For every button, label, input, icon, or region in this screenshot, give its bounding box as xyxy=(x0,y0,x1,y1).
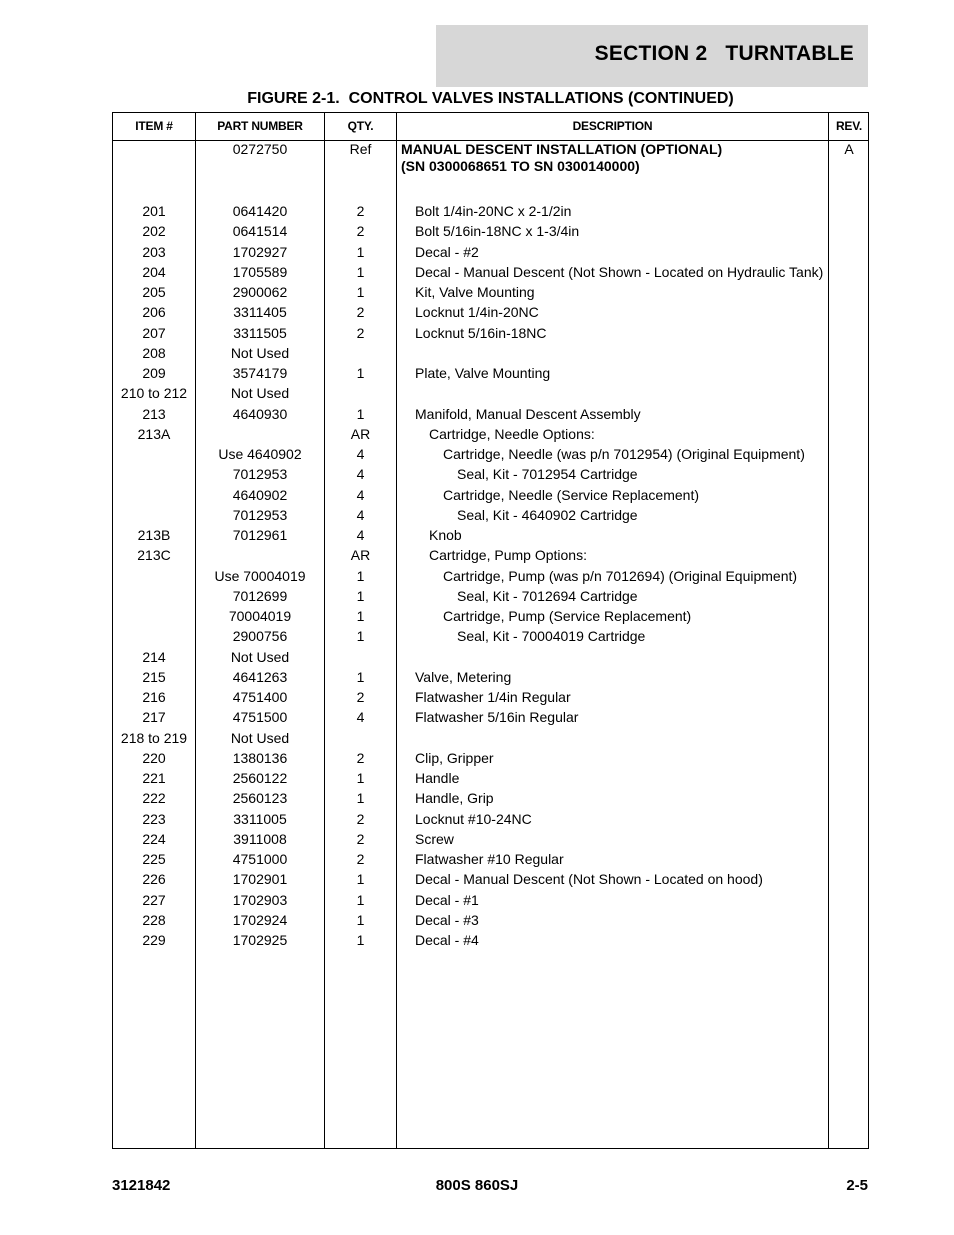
item-cell: 221 xyxy=(142,770,166,786)
item-cell: 215 xyxy=(142,668,166,685)
description-cell: Locknut 5/16in-18NC xyxy=(415,324,547,341)
qty-cell: 1 xyxy=(356,891,365,908)
description-cell: Cartridge, Pump Options: xyxy=(429,547,587,564)
qty-cell: AR xyxy=(350,547,371,564)
table-row xyxy=(113,667,868,687)
table-row xyxy=(113,525,868,545)
footer-manual-number: 3121842 xyxy=(112,1177,171,1194)
item-cell: 202 xyxy=(142,223,166,240)
description-cell: Decal - #3 xyxy=(415,911,479,928)
assembly-qty: Ref xyxy=(349,141,372,157)
qty-cell: 4 xyxy=(356,486,365,503)
part-number-cell: 2560123 xyxy=(232,790,288,807)
table-row xyxy=(113,586,868,606)
description-cell: Cartridge, Pump (was p/n 7012694) (Original Equipment) xyxy=(443,567,798,584)
table-row xyxy=(113,282,868,302)
table-body xyxy=(113,141,868,950)
qty-cell: 4 xyxy=(356,709,365,726)
qty-cell: 4 xyxy=(356,527,365,543)
table-row xyxy=(113,201,868,221)
table-row xyxy=(113,626,868,646)
description-cell: Seal, Kit - 7012954 Cartridge xyxy=(457,466,638,483)
table-row xyxy=(113,464,868,484)
item-cell: 224 xyxy=(142,830,166,847)
item-cell: 213 xyxy=(142,405,166,422)
description-cell: Kit, Valve Mounting xyxy=(415,284,535,300)
table-row xyxy=(113,910,868,930)
part-number-cell: Not Used xyxy=(230,648,290,665)
table-row xyxy=(113,242,868,262)
qty-cell: 1 xyxy=(356,790,365,807)
part-number-cell: 0641514 xyxy=(232,223,288,240)
item-cell: 217 xyxy=(142,709,166,726)
part-number-cell: 3311405 xyxy=(233,304,287,321)
description-cell: Cartridge, Pump (Service Replacement) xyxy=(443,608,692,624)
item-cell: 210 to 212 xyxy=(120,385,188,402)
table-row xyxy=(113,788,868,808)
table-row xyxy=(113,849,868,869)
part-number-cell: 4640930 xyxy=(232,405,288,422)
table-row xyxy=(113,809,868,829)
footer-model: 800S 860SJ xyxy=(435,1177,519,1194)
part-number-cell: Not Used xyxy=(230,385,290,402)
part-number-cell: 7012953 xyxy=(232,506,288,523)
item-cell: 213A xyxy=(137,425,171,442)
qty-cell: 4 xyxy=(356,466,365,483)
part-number-cell: 4641263 xyxy=(232,668,288,685)
item-cell: 222 xyxy=(142,790,166,807)
part-number-cell: 1702903 xyxy=(232,891,288,908)
description-cell: Decal - Manual Descent (Not Shown - Located on Hydraulic Tank) xyxy=(415,263,824,280)
item-cell: 225 xyxy=(142,851,166,867)
description-cell: Decal - #4 xyxy=(415,932,479,948)
part-number-cell: Use 4640902 xyxy=(218,446,302,462)
table-row xyxy=(113,383,868,403)
qty-cell: 1 xyxy=(356,243,365,260)
qty-cell: 1 xyxy=(356,263,365,280)
qty-cell: 2 xyxy=(356,830,365,847)
part-number-cell: 3311505 xyxy=(233,324,287,341)
part-number-cell: 2900062 xyxy=(232,284,288,300)
part-number-cell: 1702901 xyxy=(232,871,288,888)
table-row xyxy=(113,647,868,667)
part-number-cell: 7012699 xyxy=(232,587,288,604)
table-row xyxy=(113,323,868,343)
table-row xyxy=(113,748,868,768)
part-number-cell: 3311005 xyxy=(233,810,287,827)
part-number-cell: 4751000 xyxy=(232,851,288,867)
part-number-cell: Not Used xyxy=(230,729,290,746)
item-cell: 209 xyxy=(142,365,166,381)
item-cell: 205 xyxy=(142,284,166,300)
description-cell: Handle, Grip xyxy=(415,790,494,807)
table-row xyxy=(113,221,868,241)
description-cell: Flatwasher 1/4in Regular xyxy=(415,689,571,705)
table-row xyxy=(113,262,868,282)
part-number-cell: 1702925 xyxy=(232,932,288,948)
part-number-cell: 70004019 xyxy=(228,608,292,624)
description-cell: Seal, Kit - 7012694 Cartridge xyxy=(457,587,638,604)
table-row xyxy=(113,768,868,788)
table-row xyxy=(113,404,868,424)
description-cell: Cartridge, Needle (Service Replacement) xyxy=(443,486,699,503)
table-row xyxy=(113,444,868,464)
parts-table xyxy=(112,112,869,1149)
description-cell: Decal - Manual Descent (Not Shown - Located on hood) xyxy=(415,871,763,888)
part-number-cell: 0641420 xyxy=(232,203,288,219)
part-number-cell: 2900756 xyxy=(232,628,288,645)
part-number-cell: 7012961 xyxy=(232,527,288,543)
qty-cell: 1 xyxy=(356,932,365,948)
column-header-part-number: PART NUMBER xyxy=(217,119,303,133)
qty-cell: 2 xyxy=(356,304,365,321)
qty-cell: 2 xyxy=(356,810,365,827)
table-row xyxy=(113,829,868,849)
table-row xyxy=(113,302,868,322)
item-cell: 228 xyxy=(142,911,166,928)
qty-cell: 2 xyxy=(356,324,365,341)
table-row xyxy=(113,707,868,727)
part-number-cell: Use 70004019 xyxy=(214,567,306,584)
description-cell: Flatwasher 5/16in Regular xyxy=(415,709,579,726)
column-header-qty: QTY. xyxy=(347,119,374,133)
assembly-description: MANUAL DESCENT INSTALLATION (OPTIONAL) (SN 0300068651 TO SN 0300140000) xyxy=(401,141,723,174)
section-title: SECTION 2 TURNTABLE xyxy=(594,42,854,65)
description-cell: Cartridge, Needle (was p/n 7012954) (Original Equipment) xyxy=(443,446,805,462)
description-cell: Manifold, Manual Descent Assembly xyxy=(415,405,641,422)
qty-cell: 1 xyxy=(356,608,365,624)
column-header-rev: REV. xyxy=(835,119,863,133)
item-cell: 229 xyxy=(142,932,166,948)
table-row xyxy=(113,606,868,626)
description-cell: Valve, Metering xyxy=(415,668,512,685)
column-header-description: DESCRIPTION xyxy=(572,119,653,133)
qty-cell: 1 xyxy=(356,567,365,584)
part-number-cell: 1705589 xyxy=(232,263,288,280)
qty-cell: 2 xyxy=(356,223,365,240)
figure-title: FIGURE 2-1. CONTROL VALVES INSTALLATIONS (CONTINUED) xyxy=(247,90,734,107)
item-cell: 214 xyxy=(142,648,166,665)
item-cell: 213B xyxy=(137,527,171,543)
table-row xyxy=(113,485,868,505)
description-cell: Bolt 5/16in-18NC x 1-3/4in xyxy=(415,223,580,240)
item-cell: 223 xyxy=(142,810,166,827)
description-cell: Screw xyxy=(415,830,454,847)
part-number-cell: 2560122 xyxy=(232,770,288,786)
description-cell: Locknut #10-24NC xyxy=(415,810,532,827)
part-number-cell: 1702927 xyxy=(232,243,288,260)
item-cell: 213C xyxy=(137,547,171,564)
table-row xyxy=(113,424,868,444)
table-row xyxy=(113,869,868,889)
table-row xyxy=(113,890,868,910)
assembly-rev: A xyxy=(844,141,854,157)
qty-cell: 1 xyxy=(356,405,365,422)
qty-cell: AR xyxy=(350,425,371,442)
item-cell: 204 xyxy=(142,263,166,280)
item-cell: 227 xyxy=(142,891,166,908)
qty-cell: 1 xyxy=(356,284,365,300)
qty-cell: 1 xyxy=(356,871,365,888)
qty-cell: 1 xyxy=(356,668,365,685)
item-cell: 216 xyxy=(142,689,166,705)
qty-cell: 1 xyxy=(356,770,365,786)
table-row xyxy=(113,930,868,950)
table-row xyxy=(113,687,868,707)
part-number-cell: 1702924 xyxy=(232,911,288,928)
table-row xyxy=(113,363,868,383)
description-cell: Knob xyxy=(429,527,462,543)
description-cell: Clip, Gripper xyxy=(415,749,494,766)
description-cell: Bolt 1/4in-20NC x 2-1/2in xyxy=(415,203,572,219)
item-cell: 220 xyxy=(142,749,166,766)
description-cell: Seal, Kit - 4640902 Cartridge xyxy=(457,506,638,523)
qty-cell: 2 xyxy=(356,749,365,766)
description-cell: Handle xyxy=(415,770,460,786)
part-number-cell: 3574179 xyxy=(232,365,288,381)
part-number-cell: 7012953 xyxy=(232,466,288,483)
part-number-cell: Not Used xyxy=(230,344,290,361)
description-cell: Locknut 1/4in-20NC xyxy=(415,304,539,321)
part-number-cell: 4640902 xyxy=(232,486,288,503)
item-cell: 207 xyxy=(142,324,166,341)
qty-cell: 1 xyxy=(356,911,365,928)
qty-cell: 2 xyxy=(356,851,365,867)
footer-page-number: 2-5 xyxy=(846,1177,868,1194)
table-row xyxy=(113,545,868,565)
qty-cell: 2 xyxy=(356,203,365,219)
item-cell: 226 xyxy=(142,871,166,888)
item-cell: 201 xyxy=(142,203,166,219)
qty-cell: 1 xyxy=(356,628,365,645)
qty-cell: 4 xyxy=(356,506,365,523)
column-header-item: ITEM # xyxy=(135,119,173,133)
part-number-cell: 3911008 xyxy=(233,830,287,847)
qty-cell: 1 xyxy=(356,365,365,381)
table-row xyxy=(113,728,868,748)
item-cell: 203 xyxy=(142,243,166,260)
description-cell: Plate, Valve Mounting xyxy=(415,365,551,381)
description-cell: Cartridge, Needle Options: xyxy=(429,425,595,442)
table-row xyxy=(113,566,868,586)
description-cell: Decal - #2 xyxy=(415,243,479,260)
part-number-cell: 4751500 xyxy=(232,709,288,726)
part-number-cell: 1380136 xyxy=(232,749,288,766)
item-cell: 206 xyxy=(142,304,166,321)
qty-cell: 1 xyxy=(356,587,365,604)
qty-cell: 2 xyxy=(356,689,365,705)
section-header xyxy=(436,25,868,87)
qty-cell: 4 xyxy=(356,446,365,462)
description-cell: Decal - #1 xyxy=(415,891,479,908)
part-number-cell: 4751400 xyxy=(232,689,288,705)
item-cell: 218 to 219 xyxy=(120,729,188,746)
description-cell: Flatwasher #10 Regular xyxy=(415,851,564,867)
description-cell: Seal, Kit - 70004019 Cartridge xyxy=(457,628,646,645)
item-cell: 208 xyxy=(142,344,166,361)
assembly-row xyxy=(113,141,868,201)
table-row xyxy=(113,505,868,525)
table-row xyxy=(113,343,868,363)
assembly-part-number: 0272750 xyxy=(232,141,288,157)
